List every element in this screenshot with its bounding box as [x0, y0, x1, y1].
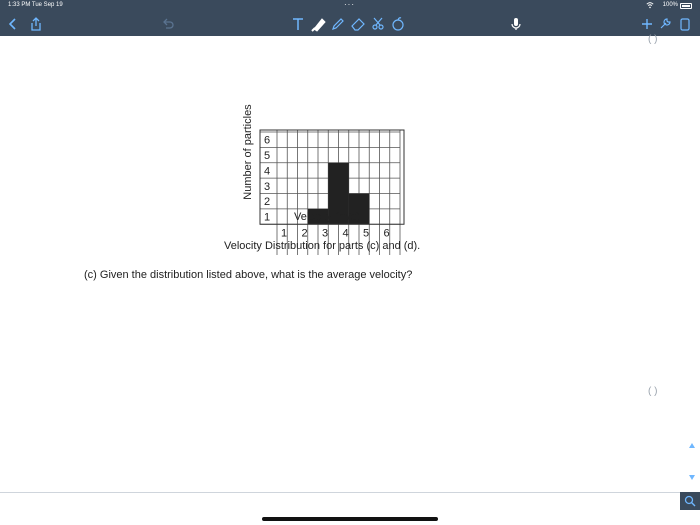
multitask-dots[interactable]: ··· — [344, 0, 355, 9]
x-tick-label: 3 — [321, 227, 329, 240]
y-tick-label: 4 — [263, 165, 271, 178]
x-tick-label: 5 — [362, 227, 370, 240]
page-icon[interactable] — [678, 14, 692, 34]
share-icon[interactable] — [28, 14, 44, 34]
text-tool-icon[interactable] — [290, 14, 306, 34]
ink-mark: ( ) — [648, 34, 658, 45]
page-scroller[interactable] — [688, 442, 696, 482]
battery-percent: 100% — [662, 2, 678, 8]
x-tick-label: 1 — [280, 227, 288, 240]
status-bar — [0, 0, 700, 12]
x-axis-label: Velocity (m/s) — [293, 211, 361, 223]
y-tick-label: 3 — [263, 180, 271, 193]
image-icon[interactable] — [390, 14, 406, 34]
home-indicator — [262, 517, 438, 521]
document-page[interactable] — [0, 36, 700, 525]
marker-icon[interactable] — [310, 14, 328, 34]
wrench-icon[interactable] — [658, 14, 672, 34]
x-tick-label: 2 — [301, 227, 308, 240]
wifi-icon — [646, 1, 654, 9]
bottom-divider — [0, 492, 700, 493]
y-tick-label: 2 — [263, 196, 271, 209]
y-axis-label: Number of particles — [242, 104, 254, 200]
y-tick-label: 6 — [263, 134, 271, 147]
x-tick-label: 6 — [383, 227, 390, 240]
question-c: (c) Given the distribution listed above, what is the average velocity? — [84, 269, 413, 281]
chevron-left-icon[interactable] — [6, 14, 20, 34]
undo-icon[interactable] — [160, 14, 176, 34]
chart-caption: Velocity Distribution for parts (c) and (d). — [224, 240, 421, 252]
plus-icon[interactable] — [640, 14, 654, 34]
eraser-icon[interactable] — [350, 14, 366, 34]
y-tick-labels — [264, 135, 270, 224]
ink-mark: ( ) — [648, 386, 658, 397]
pen-icon[interactable] — [330, 14, 346, 34]
x-tick-label: 4 — [342, 227, 349, 240]
toolbar — [0, 12, 700, 36]
battery-icon — [680, 3, 692, 9]
y-tick-label: 1 — [263, 211, 271, 224]
y-tick-label: 5 — [263, 150, 271, 163]
zoom-icon[interactable] — [680, 492, 700, 510]
lasso-icon[interactable] — [370, 14, 386, 34]
velocity-chart — [0, 94, 700, 294]
status-time: 1:33 PM Tue Sep 19 — [8, 2, 63, 8]
microphone-icon[interactable] — [508, 14, 524, 34]
